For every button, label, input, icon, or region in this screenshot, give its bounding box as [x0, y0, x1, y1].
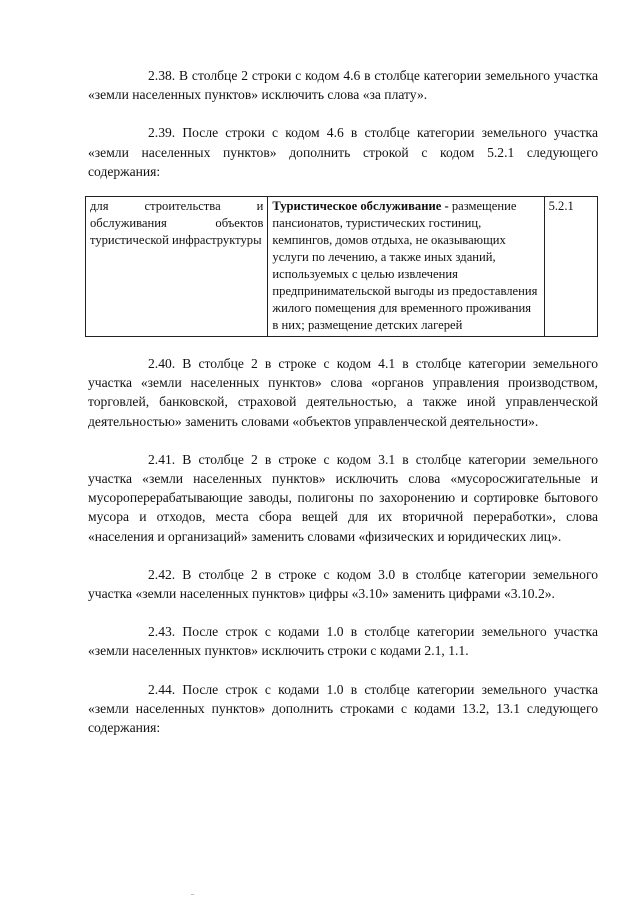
- paragraph-text: В столбце 2 в строке с кодом 3.1 в столбце категории земельного участка «земли населенных пунктов» исключить слова «мусоросжигательные и мусороперерабатывающие заводы, полигоны по захоронению и сортировке бытового мусора и отходов, места сбора вещей для их вторичной переработки», слова «населения и организаций» заменить словами «физических и юридических лиц».: [88, 451, 598, 544]
- paragraph-2-44: [88, 680, 598, 738]
- paragraph-text: В столбце 2 в строке с кодом 3.0 в столбце категории земельного участка «земли населенных пунктов» цифры «3.10» заменить цифрами «3.10.2».: [88, 566, 598, 602]
- paragraph-number: 2.41.: [148, 451, 176, 467]
- paragraph-2-41: [88, 450, 598, 546]
- table-cell-purpose: [86, 197, 268, 337]
- paragraph-text: В столбце 2 строки с кодом 4.6 в столбце категории земельного участка «земли населенных пунктов» исключить слова «за плату».: [88, 68, 598, 103]
- table-cell-title: Туристическое обслуживание -: [272, 199, 449, 214]
- paragraph-number: 2.44.: [148, 681, 176, 697]
- paragraph-2-40: [88, 354, 598, 431]
- paragraph-number: 2.42.: [148, 566, 176, 582]
- paragraph-number: 2.39.: [148, 125, 176, 141]
- paragraph-number: 2.40.: [148, 356, 176, 372]
- paragraph-2-43: [88, 622, 598, 660]
- paragraph-2-38: [88, 66, 598, 104]
- paragraph-text: После строк с кодами 1.0 в столбце категории земельного участка «земли населенных пунктов» дополнить строками с кодами 13.2, 13.1 следующего содержания:: [88, 681, 598, 736]
- insert-table: [85, 196, 598, 337]
- paragraph-number: 2.38.: [148, 68, 176, 83]
- paragraph-number: 2.43.: [148, 624, 176, 640]
- table-row: [86, 197, 598, 337]
- scan-speck: [191, 894, 194, 895]
- table-cell-description-text: размещение пансионатов, туристических гостиниц, кемпингов, домов отдыха, не оказывающих услуги по лечению, а также иных зданий, используемых с целью извлечения предпринимательской выгоды из предоставления жилого помещения для временного проживания в них; размещение детских лагерей: [272, 199, 538, 333]
- paragraph-text: В столбце 2 в строке с кодом 4.1 в столбце категории земельного участка «земли населенных пунктов» слова «органов управления производством, торговлей, банковской, страховой деятельностью, а также иной управленческой деятельностью» заменить словами «объектов управленческой деятельности».: [88, 356, 598, 429]
- table-cell-code: [544, 197, 597, 337]
- document-page: [88, 66, 598, 756]
- paragraph-text: После строки с кодом 4.6 в столбце категории земельного участка «земли населенных пунктов» дополнить строкой с кодом 5.2.1 следующего содержания:: [88, 125, 598, 179]
- paragraph-2-39: [88, 123, 598, 181]
- table-cell-purpose-text: для строительства и обслуживания объектов туристической инфраструктуры: [90, 199, 264, 248]
- table-cell-code-text: 5.2.1: [548, 199, 574, 214]
- paragraph-text: После строк с кодами 1.0 в столбце категории земельного участка «земли населенных пунктов» исключить строки с кодами 2.1, 1.1.: [88, 624, 598, 659]
- table-cell-description: [268, 197, 544, 337]
- paragraph-2-42: [88, 565, 598, 603]
